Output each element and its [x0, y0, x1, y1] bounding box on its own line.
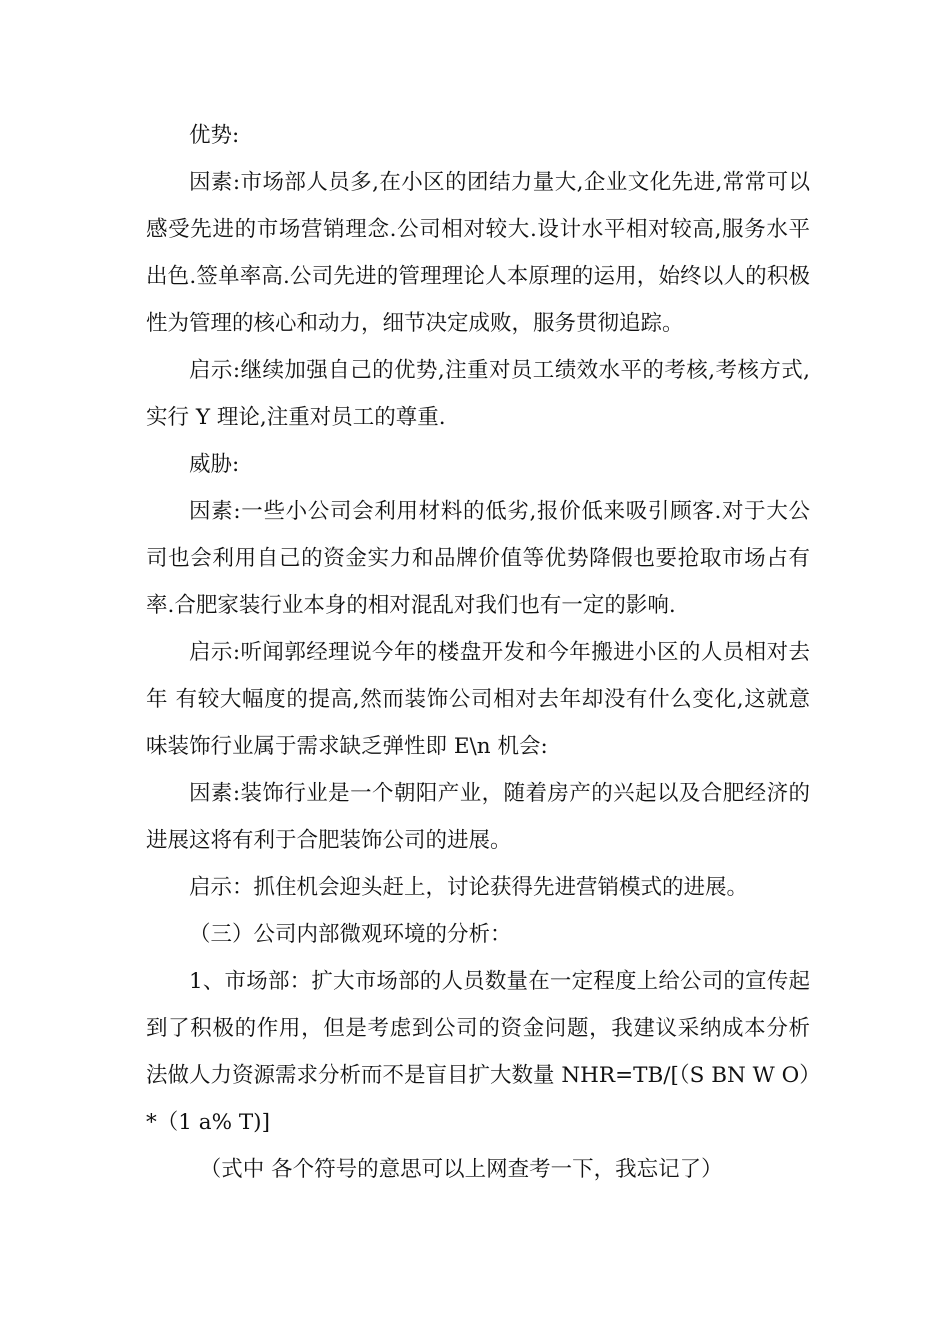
paragraph-opportunity-factors: 因素:装饰行业是一个朝阳产业，随着房产的兴起以及合肥经济的进展这将有利于合肥装饰公司的进展。 [146, 781, 810, 853]
paragraph-marketing-department: 1、市场部：扩大市场部的人员数量在一定程度上给公司的宣传起到了积极的作用，但是考虑到公司的资金问题，我建议采纳成本分析法做人力资源需求分析而不是盲目扩大数量 NHR=TB/[（S BN W O）*（1 a% T)] [146, 969, 810, 1135]
paragraph-opportunity-insight: 启示：抓住机会迎头赶上，讨论获得先进营销模式的进展。 [189, 875, 749, 900]
heading-threats: 威胁: [189, 452, 240, 477]
paragraph-threat-insight: 启示:听闻郭经理说今年的楼盘开发和今年搬进小区的人员相对去年 有较大幅度的提高,然而装饰公司相对去年却没有什么变化,这就意味装饰行业属于需求缺乏弹性即 E\n 机会: [146, 640, 810, 759]
paragraph-advantage-insight: 启示:继续加强自己的优势,注重对员工绩效水平的考核,考核方式,实行 Y 理论,注重对员工的尊重. [146, 358, 810, 430]
paragraph-formula-note: （式中 各个符号的意思可以上网查考一下，我忘记了） [199, 1157, 723, 1182]
paragraph-advantage-factors: 因素:市场部人员多,在小区的团结力量大,企业文化先进,常常可以感受先进的市场营销理念.公司相对较大.设计水平相对较高,服务水平出色.签单率高.公司先进的管理理论人本原理的运用，始终以人的积极性为管理的核心和动力，细节决定成败，服务贯彻追踪。 [146, 170, 810, 336]
heading-internal-analysis: （三）公司内部微观环境的分析： [189, 922, 512, 947]
document-page [146, 112, 810, 1193]
heading-advantages: 优势: [189, 123, 240, 148]
paragraph-threat-factors: 因素:一些小公司会利用材料的低劣,报价低来吸引顾客.对于大公司也会利用自己的资金实力和品牌价值等优势降假也要抢取市场占有率.合肥家装行业本身的相对混乱对我们也有一定的影响. [146, 499, 810, 618]
